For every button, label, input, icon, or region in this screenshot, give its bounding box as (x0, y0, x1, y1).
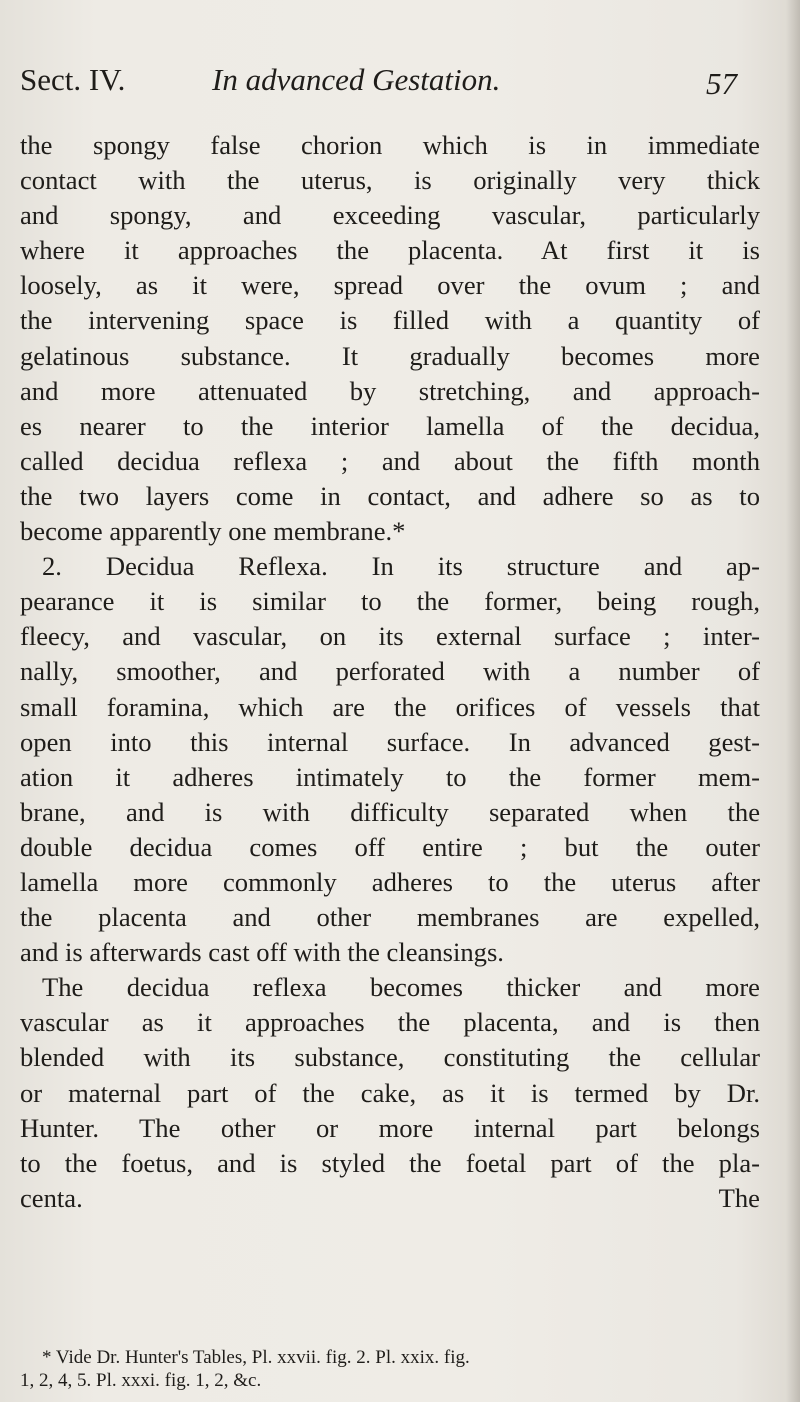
text-line: pearance it is similar to the former, being rough, (20, 586, 760, 617)
text-line: nally, smoother, and perforated with a number of (20, 656, 760, 687)
text-line: The decidua reflexa becomes thicker and more (42, 972, 760, 1003)
text-line: centa. (20, 1182, 83, 1213)
text-line: the placenta and other membranes are expelled, (20, 902, 760, 933)
text-line: become apparently one membrane.* (20, 516, 406, 547)
text-line: the two layers come in contact, and adhere so as to (20, 480, 760, 511)
text-line: 2. Decidua Reflexa. In its structure and ap- (42, 551, 760, 582)
text-line: lamella more commonly adheres to the uterus after (20, 866, 760, 897)
body-text (20, 128, 760, 1216)
catchword: The (718, 1182, 760, 1213)
footnote-line: 1, 2, 4, 5. Pl. xxxi. fig. 1, 2, &c. (20, 1370, 262, 1391)
running-title: In advanced Gestation. (212, 62, 501, 97)
text-line: brane, and is with difficulty separated when the (20, 796, 760, 827)
text-line: small foramina, which are the orifices of vessels that (20, 691, 760, 722)
text-line: double decidua comes off entire ; but the outer (20, 831, 760, 862)
text-line: es nearer to the interior lamella of the decidua, (20, 410, 760, 441)
text-line: and more attenuated by stretching, and approach- (20, 375, 760, 406)
footnote (20, 1346, 760, 1392)
text-line: blended with its substance, constituting the cellular (20, 1042, 760, 1073)
page-edge-shadow (786, 0, 800, 1402)
text-line: Hunter. The other or more internal part belongs (20, 1112, 760, 1143)
text-line: where it approaches the placenta. At first it is (20, 235, 760, 266)
text-line: to the foetus, and is styled the foetal part of the pla- (20, 1147, 760, 1178)
text-line: called decidua reflexa ; and about the fifth month (20, 445, 760, 476)
text-line: fleecy, and vascular, on its external surface ; inter- (20, 621, 760, 652)
text-line: gelatinous substance. It gradually becomes more (20, 340, 760, 371)
text-line: vascular as it approaches the placenta, and is then (20, 1007, 760, 1038)
running-header (20, 62, 780, 112)
footnote-line: * Vide Dr. Hunter's Tables, Pl. xxvii. fig. 2. Pl. xxix. fig. (42, 1347, 470, 1368)
text-line: the spongy false chorion which is in immediate (20, 130, 760, 160)
section-label: Sect. IV. (20, 62, 126, 97)
text-line: contact with the uterus, is originally very thick (20, 165, 760, 196)
text-line: ation it adheres intimately to the former mem- (20, 761, 760, 792)
text-line: loosely, as it were, spread over the ovum ; and (20, 270, 760, 301)
text-line: and spongy, and exceeding vascular, particularly (20, 200, 760, 231)
page-number: 57 (706, 66, 737, 101)
text-line-final (20, 1181, 760, 1216)
text-line: and is afterwards cast off with the cleansings. (20, 937, 504, 968)
text-line: the intervening space is filled with a quantity of (20, 305, 760, 336)
text-line: open into this internal surface. In advanced gest- (20, 726, 760, 757)
text-line: or maternal part of the cake, as it is termed by Dr. (20, 1077, 760, 1108)
